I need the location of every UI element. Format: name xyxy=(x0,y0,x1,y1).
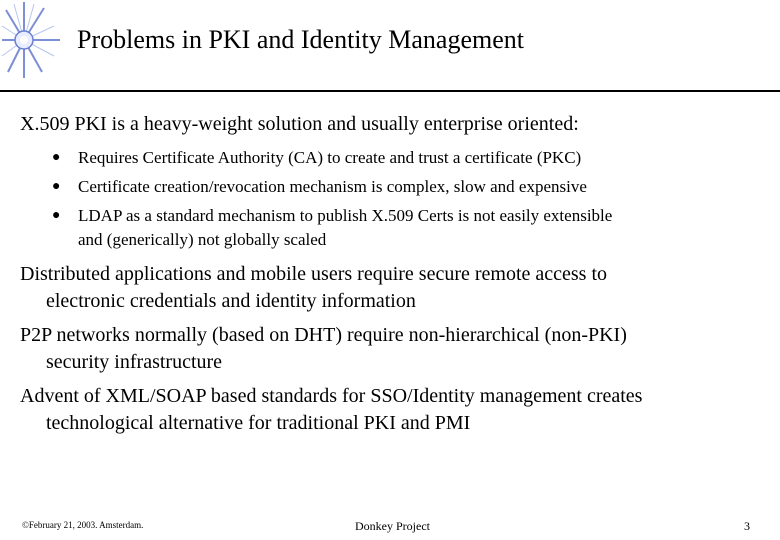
paragraph-line: Advent of XML/SOAP based standards for SSO/Identity management creates xyxy=(20,385,643,407)
footer-date: ©February 21, 2003. Amsterdam. xyxy=(22,520,144,530)
paragraph-distributed-apps xyxy=(20,261,607,315)
page-number: 3 xyxy=(744,519,750,533)
paragraph-xml-soap xyxy=(20,383,642,437)
sub-bullet-text-cont: and (generically) not globally scaled xyxy=(78,230,327,249)
footer-project: Donkey Project xyxy=(355,519,430,533)
title-divider xyxy=(0,90,780,92)
paragraph-line: electronic credentials and identity information xyxy=(46,290,416,312)
paragraph-line: Distributed applications and mobile users require secure remote access to xyxy=(20,263,608,285)
intro-paragraph: X.509 PKI is a heavy-weight solution and usually enterprise oriented: xyxy=(20,113,579,135)
paragraph-p2p xyxy=(20,322,627,376)
bullet-dot-icon: ● xyxy=(52,208,61,223)
sub-bullet-text: Requires Certificate Authority (CA) to create and trust a certificate (PKC) xyxy=(78,148,582,167)
bullet-dot-icon: ● xyxy=(52,150,61,165)
starburst-logo-icon xyxy=(0,0,62,80)
bullet-dot-icon: ● xyxy=(52,179,61,194)
sub-bullet-1 xyxy=(52,146,581,170)
sub-bullet-text: Certificate creation/revocation mechanism is complex, slow and expensive xyxy=(78,177,587,196)
paragraph-line: P2P networks normally (based on DHT) require non-hierarchical (non-PKI) xyxy=(20,324,627,346)
sub-bullet-3 xyxy=(52,204,612,252)
slide-title: Problems in PKI and Identity Management xyxy=(77,25,524,54)
paragraph-line: technological alternative for traditional PKI and PMI xyxy=(46,412,471,434)
sub-bullet-2 xyxy=(52,175,587,199)
sub-bullet-text: LDAP as a standard mechanism to publish X.509 Certs is not easily extensible xyxy=(78,206,613,225)
paragraph-line: security infrastructure xyxy=(46,351,223,373)
